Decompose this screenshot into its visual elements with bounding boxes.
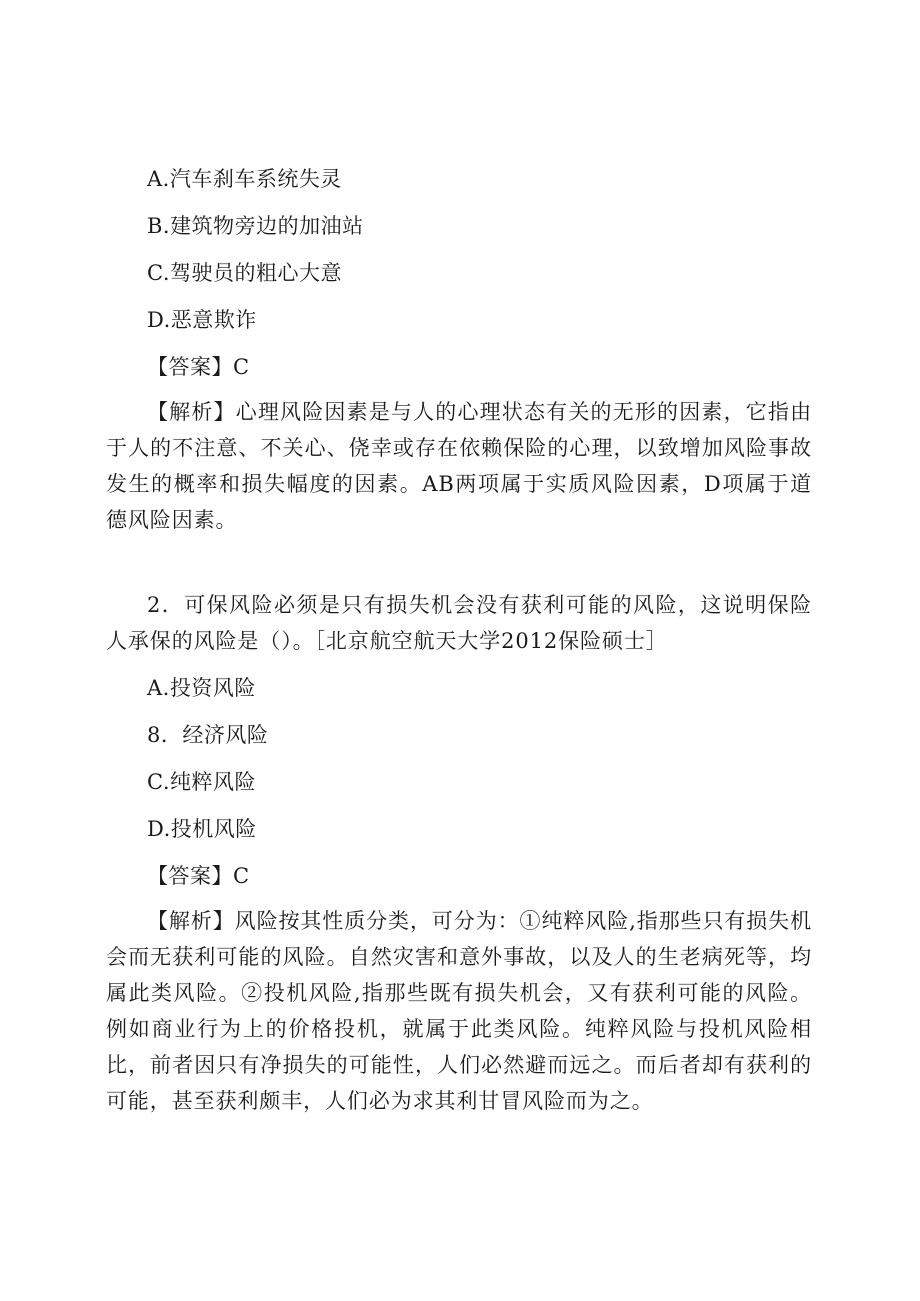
q1-analysis: 【解析】心理风险因素是与人的心理状态有关的无形的因素，它指由于人的不注意、不关心、侥幸或存在依赖保险的心理，以致增加风险事故发生的概率和损失幅度的因素。AB两项属于实质风险因素，D项属于道德风险因素。 (106, 400, 812, 532)
q1-option-a: A.汽车刹车系统失灵 (147, 167, 342, 191)
q1-answer: 【答案】C (147, 355, 250, 379)
q1-option-b: B.建筑物旁边的加油站 (147, 214, 364, 238)
q2-stem: 2．可保风险必须是只有损失机会没有获利可能的风险，这说明保险人承保的风险是（）。［北京航空航天大学2012保险硕士］ (106, 593, 812, 653)
q2-option-c: C.纯粹风险 (147, 770, 256, 794)
q1-option-c: C.驾驶员的粗心大意 (147, 261, 342, 285)
q2-analysis: 【解析】风险按其性质分类，可分为：①纯粹风险,指那些只有损失机会而无获利可能的风险。自然灾害和意外事故，以及人的生老病死等，均属此类风险。②投机风险,指那些既有损失机会，又有获利可能的风险。例如商业行为上的价格投机，就属于此类风险。纯粹风险与投机风险相比，前者因只有净损失的可能性，人们必然避而远之。而后者却有获利的可能，甚至获利颇丰，人们必为求其利甘冒风险而为之。 (106, 909, 812, 1113)
q2-option-d: D.投机风险 (147, 817, 257, 841)
q2-option-a: A.投资风险 (147, 676, 256, 700)
q2-answer: 【答案】C (147, 864, 250, 888)
q1-option-d: D.恶意欺诈 (147, 308, 257, 332)
q2-option-b: 8．经济风险 (147, 723, 269, 747)
